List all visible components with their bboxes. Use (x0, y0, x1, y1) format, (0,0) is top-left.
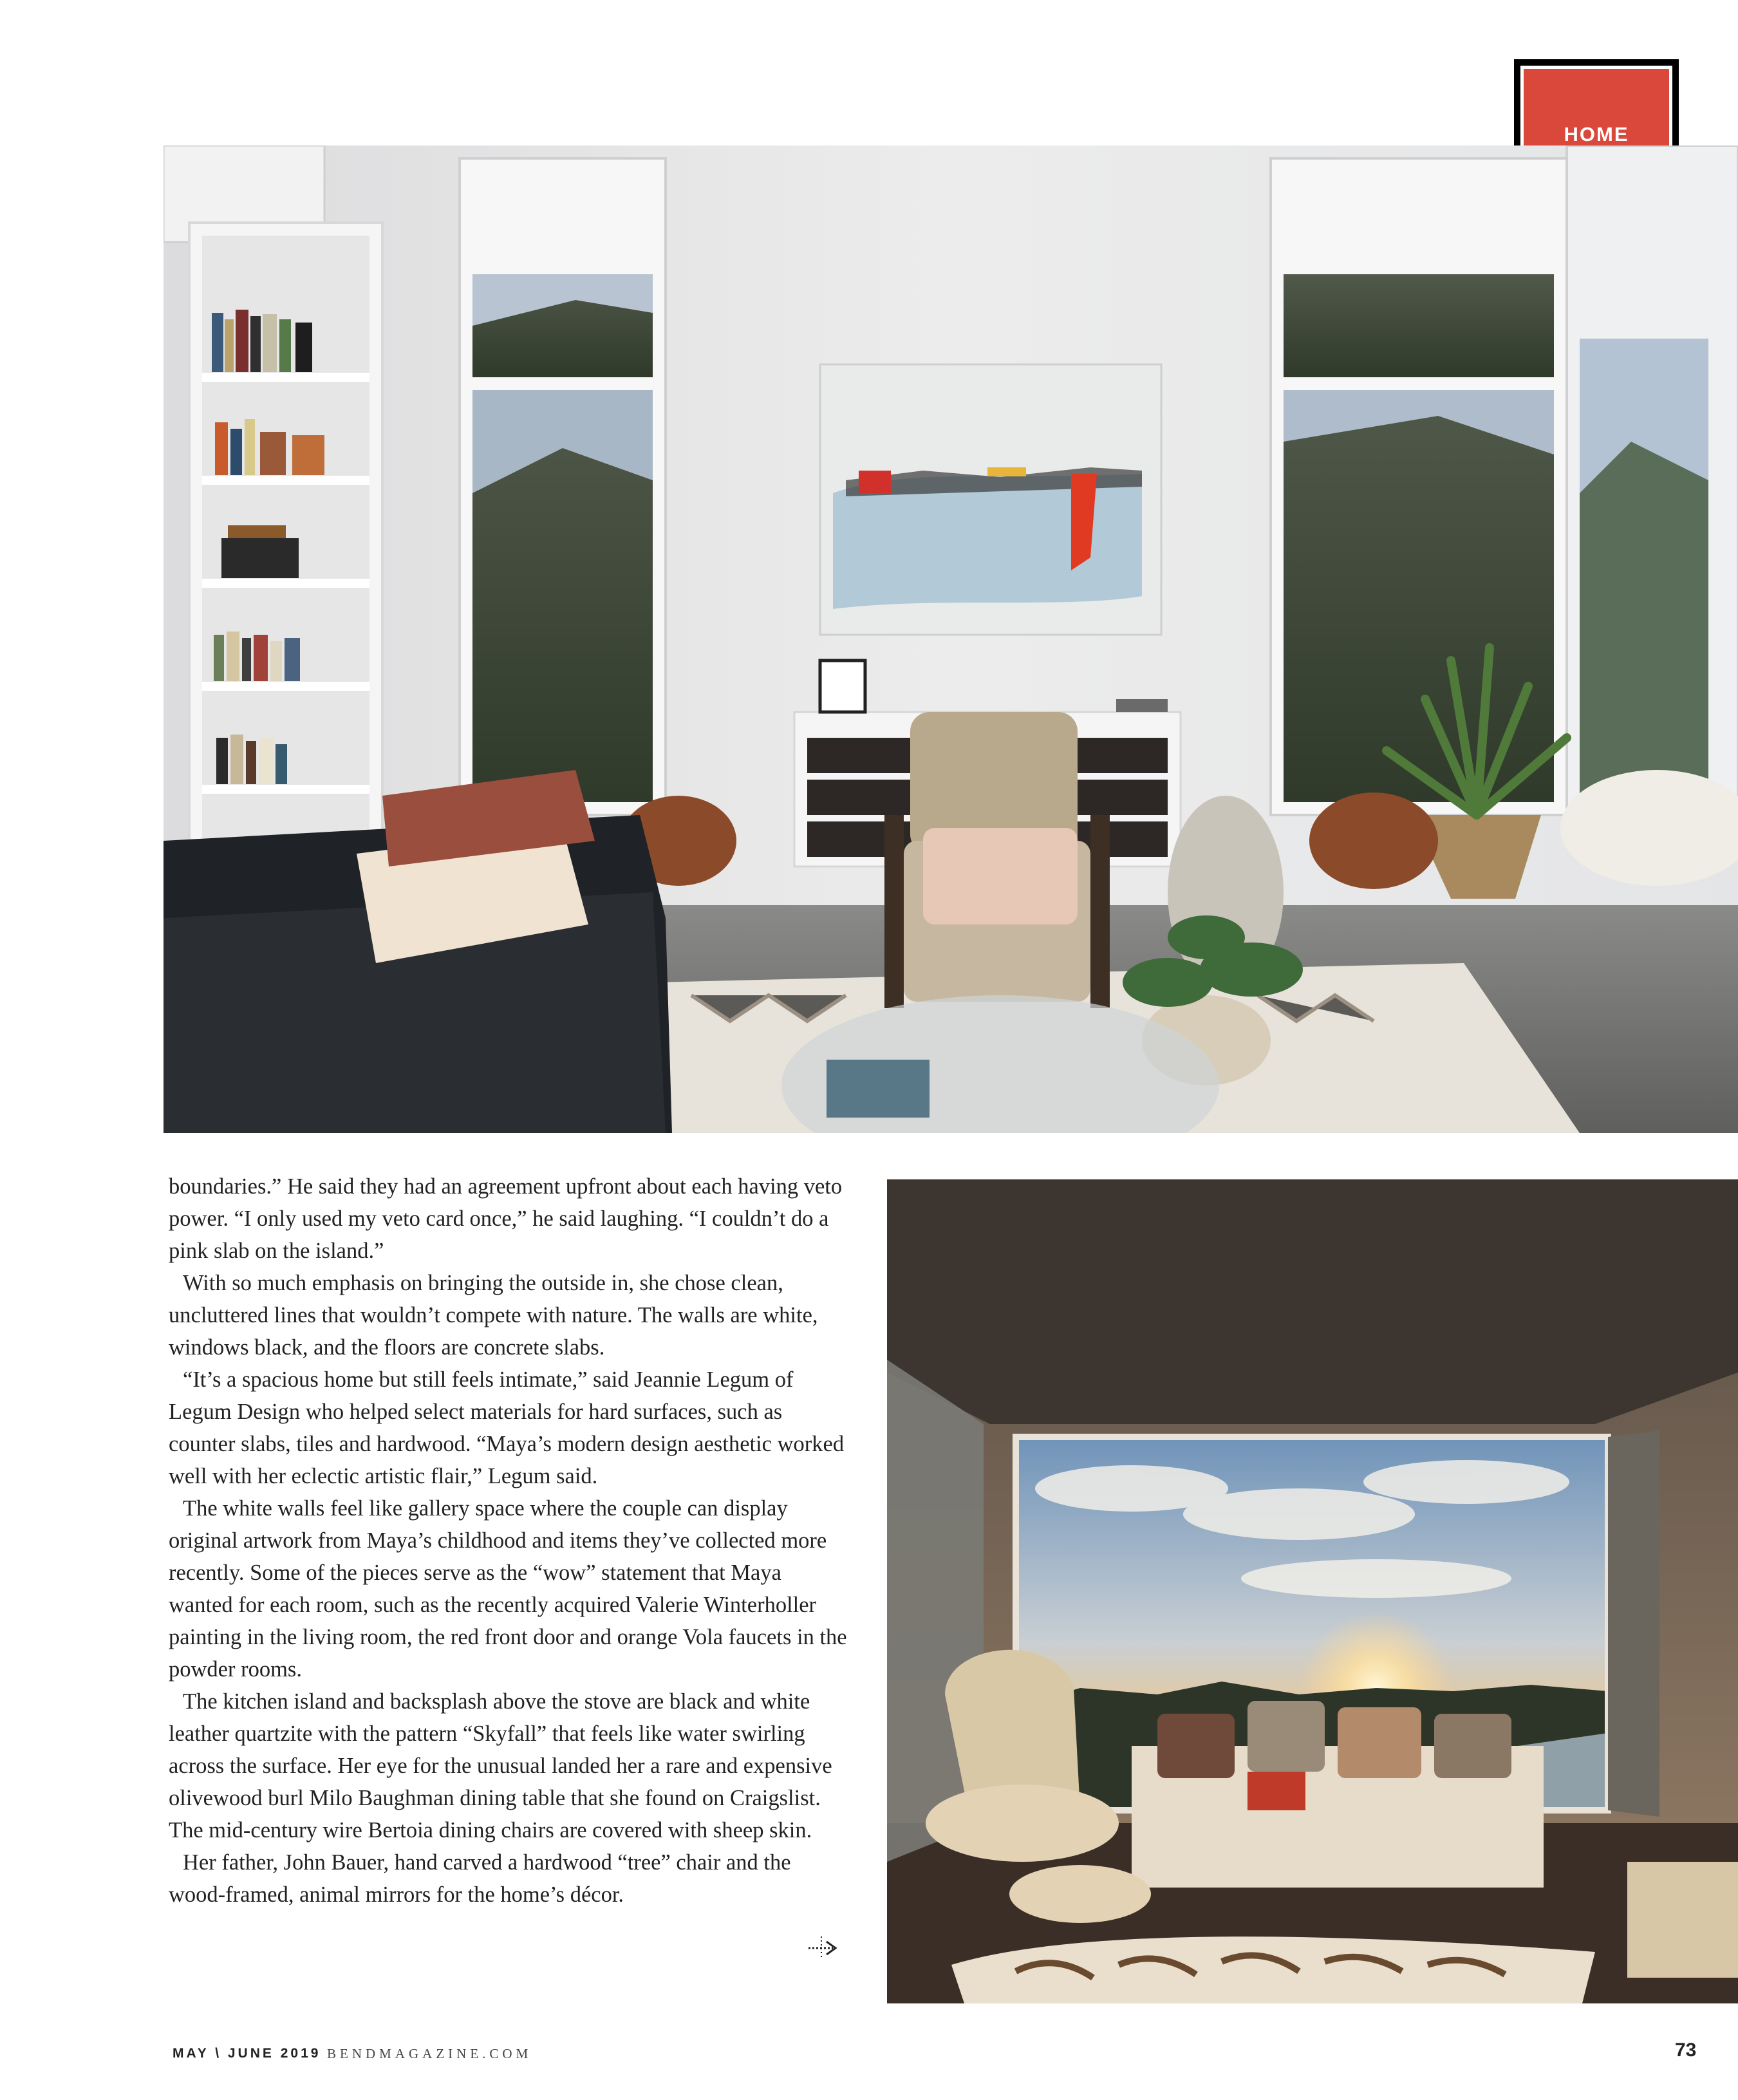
article-paragraph: Her father, John Bauer, hand carved a hardwood “tree” chair and the wood-framed, animal mirrors for the home’s décor. (169, 1850, 791, 1907)
issue-date: MAY \ JUNE 2019 (173, 2046, 321, 2061)
article-body (169, 1170, 851, 1911)
section-label: HOME (1564, 123, 1629, 145)
article-paragraph: With so much emphasis on bringing the outside in, she chose clean, uncluttered lines that wouldn’t compete with nature. The walls are white, windows black, and the floors are concrete slabs. (169, 1271, 818, 1360)
page-number: 73 (1675, 2039, 1697, 2061)
living-room-photo (164, 145, 1738, 1133)
sunset-window-room-photo (887, 1179, 1738, 2003)
sunset-room-illustration (887, 1179, 1738, 2003)
website-name: BENDMAGAZINE.COM (327, 2046, 532, 2061)
article-paragraph: “It’s a spacious home but still feels intimate,” said Jeannie Legum of Legum Design who helped select materials for hard surfaces, such as counter slabs, tiles and hardwood. “Maya’s modern design aesthetic worked well with her eclectic artistic flair,” Legum said. (169, 1367, 845, 1488)
living-room-illustration (164, 145, 1738, 1133)
article-paragraph: boundaries.” He said they had an agreement upfront about each having veto power. “I only used my veto card once,” he said laughing. “I couldn’t do a pink slab on the island.” (169, 1174, 843, 1263)
article-paragraph: The white walls feel like gallery space where the couple can display original artwork from Maya’s childhood and items they’ve collected more recently. Some of the pieces serve as the “wow” statement that Maya wanted for each room, such as the recently acquired Valerie Winterholler painting in the living room, the red front door and orange Vola faucets in the powder rooms. (169, 1496, 847, 1682)
article-paragraph: The kitchen island and backsplash above the stove are black and white leather quartzite with the pattern “Skyfall” that feels like water swirling across the surface. Her eye for the unusual landed her a rare and expensive olivewood burl Milo Baughman dining table that she found on Craigslist. The mid-century wire Bertoia dining chairs are covered with sheep skin. (169, 1689, 832, 1842)
continue-arrow-icon (807, 1935, 839, 1961)
